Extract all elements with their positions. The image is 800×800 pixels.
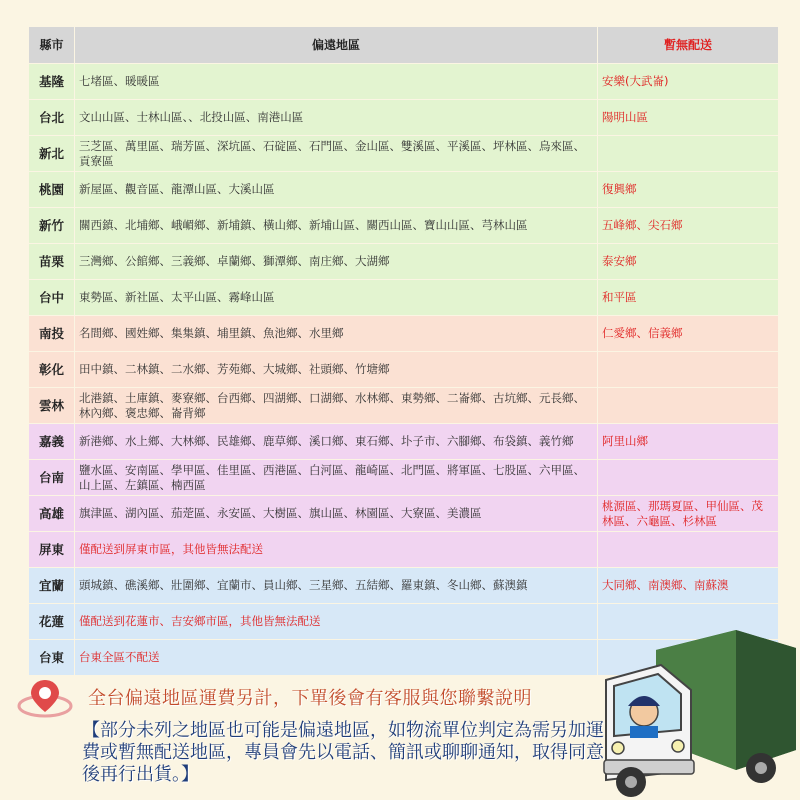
city-cell: 新北 — [29, 136, 75, 172]
remote-area-cell: 新港鄉、水上鄉、大林鄉、民雄鄉、鹿草鄉、溪口鄉、東石鄉、圤子市、六腳鄉、布袋鎮、義竹鄉 — [75, 424, 598, 460]
no-delivery-cell: 和平區 — [598, 280, 779, 316]
no-delivery-cell: 桃源區、那瑪夏區、甲仙區、茂林區、六龜區、杉林區 — [598, 496, 779, 532]
table-row — [29, 172, 779, 208]
no-delivery-cell: 陽明山區 — [598, 100, 779, 136]
remote-fee-notice: 全台偏遠地區運費另計，下單後會有客服與您聯繫說明 — [88, 688, 532, 709]
table-row — [29, 532, 779, 568]
header-no-delivery: 暫無配送 — [598, 27, 779, 64]
no-delivery-cell — [598, 136, 779, 172]
table-row — [29, 244, 779, 280]
table-row — [29, 316, 779, 352]
city-cell: 高雄 — [29, 496, 75, 532]
table-row — [29, 352, 779, 388]
city-cell: 彰化 — [29, 352, 75, 388]
city-cell: 南投 — [29, 316, 75, 352]
table-row — [29, 496, 779, 532]
table-row — [29, 208, 779, 244]
location-pin-icon — [12, 676, 78, 722]
unlisted-area-notice: 【部分未列之地區也可能是偏遠地區，如物流單位判定為需另加運費或暫無配送地區，專員會先以電話、簡訊或聊聊通知，取得同意後再行出貨。】 — [82, 720, 604, 785]
remote-area-cell: 三灣鄉、公館鄉、三義鄉、卓蘭鄉、獅潭鄉、南庄鄉、大湖鄉 — [75, 244, 598, 280]
remote-area-cell: 名間鄉、國姓鄉、集集鎮、埔里鎮、魚池鄉、水里鄉 — [75, 316, 598, 352]
remote-area-cell: 七堵區、暖暖區 — [75, 64, 598, 100]
city-cell: 台東 — [29, 640, 75, 676]
city-cell: 台中 — [29, 280, 75, 316]
no-delivery-cell: 大同鄉、南澳鄉、南蘇澳 — [598, 568, 779, 604]
city-cell: 屏東 — [29, 532, 75, 568]
remote-area-cell: 鹽水區、安南區、學甲區、佳里區、西港區、白河區、龍崎區、北門區、將軍區、七股區、六甲區、山上區、左鎮區、楠西區 — [75, 460, 598, 496]
remote-area-cell: 僅配送到花蓮市、吉安鄉市區，其他皆無法配送 — [75, 604, 598, 640]
no-delivery-cell: 阿里山鄉 — [598, 424, 779, 460]
remote-area-cell: 僅配送到屏東市區，其他皆無法配送 — [75, 532, 598, 568]
table-row — [29, 100, 779, 136]
no-delivery-cell: 仁愛鄉、信義鄉 — [598, 316, 779, 352]
city-cell: 台北 — [29, 100, 75, 136]
remote-area-cell: 文山山區、士林山區、、北投山區、南港山區 — [75, 100, 598, 136]
no-delivery-cell: 安樂(大武崙) — [598, 64, 779, 100]
remote-area-table — [28, 26, 779, 676]
remote-area-cell: 關西鎮、北埔鄉、峨嵋鄉、新埔鎮、橫山鄉、新埔山區、關西山區、寶山山區、芎林山區 — [75, 208, 598, 244]
remote-area-cell: 旗津區、湖內區、茄萣區、永安區、大樹區、旗山區、林園區、大寮區、美濃區 — [75, 496, 598, 532]
remote-area-cell: 田中鎮、二林鎮、二水鄉、芳苑鄉、大城鄉、社頭鄉、竹塘鄉 — [75, 352, 598, 388]
header-remote-area: 偏遠地區 — [75, 27, 598, 64]
no-delivery-cell: 五峰鄉、尖石鄉 — [598, 208, 779, 244]
city-cell: 桃園 — [29, 172, 75, 208]
no-delivery-cell — [598, 460, 779, 496]
no-delivery-cell — [598, 352, 779, 388]
city-cell: 雲林 — [29, 388, 75, 424]
remote-area-cell: 台東全區不配送 — [75, 640, 598, 676]
city-cell: 基隆 — [29, 64, 75, 100]
no-delivery-cell — [598, 532, 779, 568]
remote-area-cell: 東勢區、新社區、太平山區、霧峰山區 — [75, 280, 598, 316]
table-row — [29, 460, 779, 496]
table-row — [29, 424, 779, 460]
city-cell: 宜蘭 — [29, 568, 75, 604]
table-row — [29, 568, 779, 604]
table-body — [29, 64, 779, 676]
city-cell: 新竹 — [29, 208, 75, 244]
no-delivery-cell: 復興鄉 — [598, 172, 779, 208]
remote-area-cell: 北港鎮、土庫鎮、麥寮鄉、台西鄉、四湖鄉、口湖鄉、水林鄉、東勢鄉、二崙鄉、古坑鄉、元長鄉、林內鄉、褒忠鄉、崙背鄉 — [75, 388, 598, 424]
table-row — [29, 280, 779, 316]
table-row — [29, 64, 779, 100]
header-city: 縣市 — [29, 27, 75, 64]
remote-area-cell: 頭城鎮、礁溪鄉、壯圍鄉、宜蘭市、員山鄉、三星鄉、五結鄉、羅東鎮、冬山鄉、蘇澳鎮 — [75, 568, 598, 604]
no-delivery-cell — [598, 388, 779, 424]
table-row — [29, 388, 779, 424]
table-row — [29, 136, 779, 172]
no-delivery-cell: 泰安鄉 — [598, 244, 779, 280]
table-header-row — [29, 27, 779, 64]
city-cell: 花蓮 — [29, 604, 75, 640]
city-cell: 嘉義 — [29, 424, 75, 460]
city-cell: 苗栗 — [29, 244, 75, 280]
remote-area-cell: 三芝區、萬里區、瑞芳區、深坑區、石碇區、石門區、金山區、雙溪區、平溪區、坪林區、烏來區、貢寮區 — [75, 136, 598, 172]
city-cell: 台南 — [29, 460, 75, 496]
remote-area-cell: 新屋區、觀音區、龍潭山區、大溪山區 — [75, 172, 598, 208]
delivery-truck-illustration — [586, 620, 800, 800]
